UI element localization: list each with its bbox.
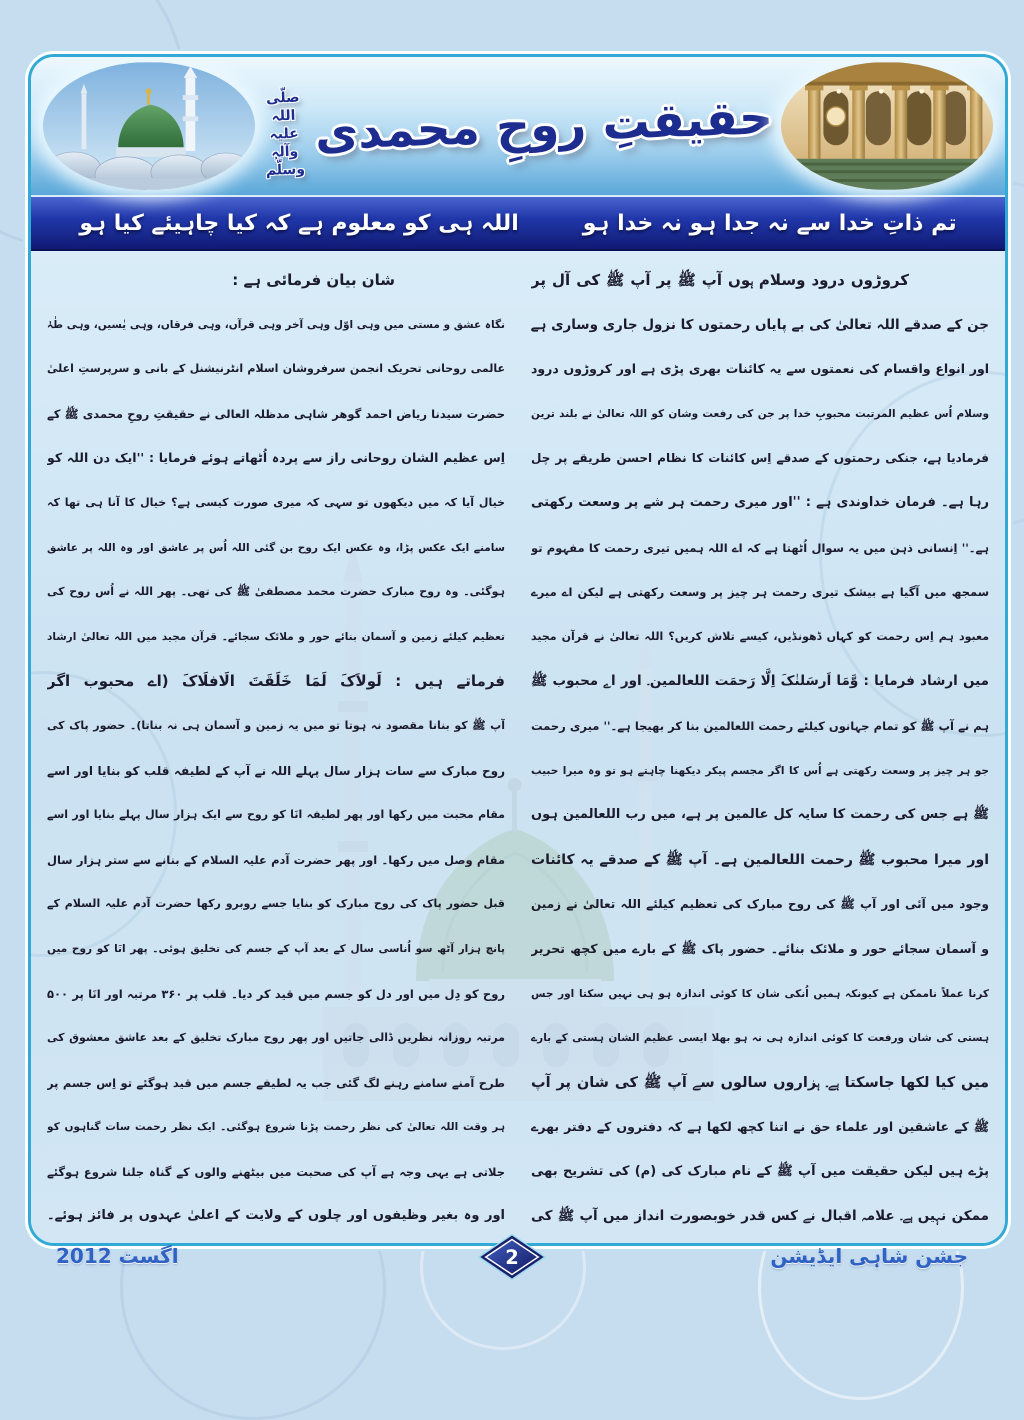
text-line: روح کو دِل میں اور دل کو جسم میں قید کر دیا۔ قلب پر ۳۶۰ مرتبہ اور انَا پر ۵۰۰: [47, 986, 505, 1001]
text-line: قبل حضور پاک کی روح مبارک کو بنایا جسے روبرو رکھا حضرت آدم علیہ السلام کے: [47, 897, 505, 911]
text-line: جو ہر چیز پر وسعت رکھتی ہے اُس کا اگر مجسم پیکر دیکھنا چاہتے ہو تو وہ میرا حبیب: [531, 764, 989, 777]
text-line: عالمی روحانی تحریک انجمن سرفروشان اسلام انٹرنیشنل کے بانی و سرپرستِ اعلیٰ: [47, 362, 505, 376]
text-line: نگاہ عشق و مستی میں وہی اوّل وہی آخر وہی قرآں، وہی فرقاں، وہی یٰسیں، وہی طٰہٰ: [47, 318, 505, 331]
title-area: [261, 54, 775, 200]
text-line: معبود ہم اِس رحمت کو کہاں ڈھونڈیں، کیسے تلاش کریں؟ اللہ تعالیٰ نے قرآن مجید: [531, 629, 989, 643]
text-line: رہا ہے۔ فرمان خداوندی ہے : ''اور میری رحمت ہر شے پر وسعت رکھتی: [531, 494, 989, 510]
text-line: جن کے صدقے اللہ تعالیٰ کی بے پایاں رحمتوں کا نزول جاری وساری ہے: [531, 316, 989, 333]
text-line: پڑے ہیں لیکن حقیقت میں آپ ﷺ کے نام مبارک کی (م) کی تشریح بھی: [531, 1163, 989, 1179]
text-line: شان بیان فرمائی ہے :: [232, 271, 395, 289]
text-line: پانچ ہزار آٹھ سو اُناسی سال کے بعد آپ کے جسم کی تخلیق ہوئی۔ پھر انَا کو روح میں: [47, 942, 505, 955]
text-line: فرماتے ہیں : لَولاَکَ لَمَا خَلَقَتَ الَافلَاکَ (اے محبوب اگر: [47, 672, 505, 691]
verse-first-hemistich: تم ذاتِ خدا سے نہ جدا ہو نہ خدا ہو: [582, 210, 957, 236]
text-line: حضرت سیدنا ریاض احمد گوھر شاہی مدظلہ العالی نے حقیقتِ روحِ محمدی ﷺ کے: [47, 406, 505, 421]
text-line: وجود میں آئی اور آپ ﷺ کی روح مبارک کی تعظیم کیلئے اللہ تعالیٰ نے زمین: [531, 897, 989, 912]
page-number: 2: [505, 1245, 519, 1269]
green-dome-illustration: [43, 62, 255, 190]
text-line: سامنے ایک عکس پڑا، وہ عکس ایک روح بن گئی اللہ اُس پر عاشق اور وہ اللہ پر عاشق: [47, 541, 505, 554]
edition-label: جشن شاہی ایڈیشن: [770, 1244, 968, 1268]
article-column-first: [531, 258, 989, 1239]
text-line: اِس عظیم الشان روحانی راز سے پردہ اُٹھاتے ہوئے فرمایا : ''ایک دن اللہ کو: [47, 450, 505, 466]
text-line: تعظیم کیلئے زمین و آسمان بنائے حور و ملائک سجائے۔ قرآن مجید میں اللہ تعالیٰ ارشاد: [47, 630, 505, 643]
text-line: میں کیا لکھا جاسکتا ہے۔ ہزاروں سالوں سے آپ ﷺ کی شان پر آپ: [531, 1074, 989, 1091]
page-title: حقیقتِ روحِ محمدی: [314, 89, 774, 161]
masjid-interior-photo: [781, 62, 993, 190]
page-header: [31, 57, 1005, 195]
text-line: ﷺ ہے جس کی رحمت کا سایہ کل عالمین پر ہے، میں رب اللعالمین ہوں: [531, 807, 989, 823]
article-column-second: [47, 258, 505, 1239]
text-line: جلاتی ہے یہی وجہ ہے آپ کی صحبت میں بیٹھنے والوں کے گناہ جلنا شروع ہوگئے: [47, 1164, 505, 1179]
text-line: مقام محبت میں رکھا اور پھر لطیفہ انَا کو روح سے ایک ہزار سال پہلے بنایا اور اسے: [47, 808, 505, 822]
text-line: سمجھ میں آگیا ہے بیشک تیری رحمت ہر چیز پر وسعت رکھتی ہے لیکن اے میرے: [531, 585, 989, 600]
verse-banner: [31, 195, 1005, 251]
text-line: مرتبہ روزانہ نظریں ڈالی جاتیں اور پھر روح مبارک تخلیق کے بعد عاشق معشوق کی: [47, 1031, 505, 1045]
title-honorific: صلّی اللہ علیہ وآلہٖ وسلّم: [265, 89, 306, 180]
text-line: میں ارشاد فرمایا : وَّمَا اَرسَلنٰکَ اِلَّا رَحمَت اللعالمین۔ اور اے محبوب ﷺ: [531, 673, 989, 690]
issue-date: اگست 2012: [56, 1244, 179, 1268]
article-columns: [31, 251, 1005, 1239]
text-line: اور انواع واقسام کی نعمتوں سے یہ کائنات بھری پڑی ہے اور کروڑوں درود: [531, 361, 989, 377]
text-line: کرنا عملاً ناممکن ہے کیونکہ ہمیں اُنکی شان کا کوئی اندازہ ہو ہی نہیں سکتا اور جس: [531, 987, 989, 1000]
text-line: خیال آیا کہ میں دیکھوں تو سہی کہ میری صورت کیسی ہے؟ خیال کا آنا ہی تھا کہ: [47, 495, 505, 509]
text-line: ہر وقت اللہ تعالیٰ کی نظر رحمت پڑنا شروع ہوگئی۔ ایک نظر رحمت سات گناہوں کو: [47, 1121, 505, 1134]
text-line: ہستی کی شان ورفعت کا کوئی اندازہ ہی نہ ہو بھلا ایسی عظیم الشان ہستی کے بارے: [531, 1032, 989, 1045]
text-line: روح مبارک سے سات ہزار سال پہلے اللہ نے آپ کے لطیفہ قلب کو بنایا اور اسے: [47, 763, 505, 778]
text-line: وسلام اُس عظیم المرتبت محبوبِ خدا پر جن کی رفعت وشان کو اللہ تعالیٰ نے بلند ترین: [531, 407, 989, 420]
masjid-nabawi-photo: [43, 62, 255, 190]
text-line: آپ ﷺ کو بنانا مقصود نہ ہوتا تو میں یہ زمین و آسمان ہی نہ بناتا)۔ حضور پاک کی: [47, 718, 505, 732]
text-line: ہوگئی۔ وہ روح مبارک حضرت محمد مصطفیٰ ﷺ کی تھی۔ پھر اللہ نے اُس روح کی: [47, 585, 505, 599]
text-line: و آسمان سجائے حور و ملائک بنائے۔ حضور پاک ﷺ کے بارے میں کچھ تحریر: [531, 940, 989, 956]
text-line: کروڑوں درود وسلام ہوں آپ ﷺ پر آپ ﷺ کی آل پر: [531, 271, 909, 289]
verse-second-hemistich: اللہ ہی کو معلوم ہے کہ کیا چاہیئے کیا ہو: [79, 210, 519, 236]
article-body: [31, 251, 1005, 1243]
mosque-interior-illustration: [781, 62, 993, 190]
text-line: ممکن نہیں ہے۔ علامہ اقبال نے کس قدر خوبصورت انداز میں آپ ﷺ کی: [531, 1208, 989, 1225]
text-line: مقام وصل میں رکھا۔ اور پھر حضرت آدم علیہ السلام کے بنانے سے ستر ہزار سال: [47, 852, 505, 867]
text-line: ہم نے آپ ﷺ کو تمام جہانوں کیلئے رحمت اللعالمین بنا کر بھیجا ہے۔'' میری رحمت: [531, 718, 989, 733]
diamond-icon: [478, 1233, 546, 1281]
text-line: ہے۔'' اِنسانی ذہن میں یہ سوال اُٹھتا ہے کہ اے اللہ ہمیں تیری رحمت کا مفہوم تو: [531, 540, 989, 555]
text-line: ﷺ کے عاشقین اور علماء حق نے اتنا کچھ لکھا ہے کہ دفتروں کے دفتر بھرے: [531, 1119, 989, 1135]
text-line: اور میرا محبوب ﷺ رحمت اللعالمین ہے۔ آپ ﷺ کے صدقے یہ کائنات: [531, 851, 989, 868]
content-frame: [28, 54, 1008, 1246]
text-line: طرح آمنے سامنے رہنے لگ گئی جب یہ لطیفے جسم میں قید ہوگئے تو اِس جسم پر: [47, 1075, 505, 1090]
page-number-badge: [478, 1233, 546, 1281]
text-line: اور وہ بغیر وظیفوں اور چلوں کے ولایت کے اعلیٰ عہدوں پر فائز ہوئے۔: [47, 1208, 505, 1224]
text-line: فرمادیا ہے، جنکی رحمتوں کے صدقے اِس کائنات کا نظام احسن طریقے پر چل: [531, 451, 989, 466]
